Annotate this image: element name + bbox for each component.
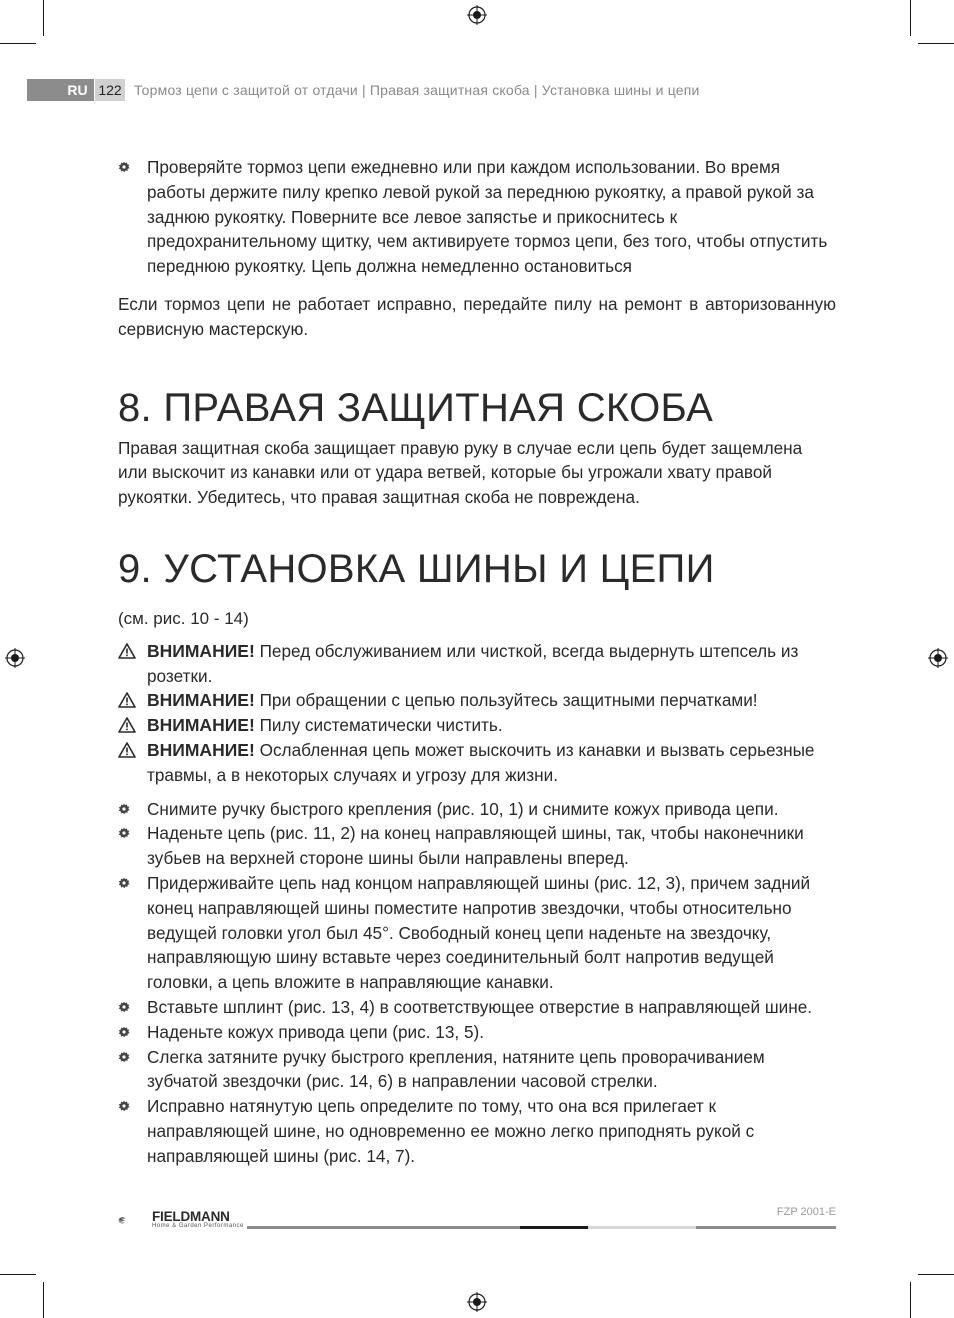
list-item: [118, 871, 836, 995]
list-item-text: Исправно натянутую цепь определите по тому, что она вся прилегает к направляющей шине, но одновременно ее можно легко приподнять рукой с направляющей шины (рис. 14, 7).: [147, 1096, 755, 1166]
warning-triangle-icon: [118, 742, 136, 758]
registration-mark-icon: [928, 648, 948, 668]
list-item-text: Проверяйте тормоз цепи ежедневно или при каждом использовании. Во время работы держите пилу крепко левой рукой за переднюю рукоятку, а правой рукой за заднюю рукоятку. Поверните все левое запястье и прикоснитесь к предохранительному щитку, чем активируете тормоз цепи, без того, чтобы отпустить переднюю рукоятку. Цепь должна немедленно остановиться: [147, 157, 828, 277]
warning-label: ВНИМАНИЕ!: [147, 739, 255, 760]
gear-bullet-icon: [118, 827, 130, 839]
fieldmann-leaf-logo-icon: [118, 1206, 152, 1234]
registration-mark-icon: [467, 5, 487, 25]
crop-mark: [918, 1274, 954, 1275]
paragraph: Если тормоз цепи не работает исправно, передайте пилу на ремонт в авторизованную сервисную мастерскую.: [118, 293, 836, 339]
warning-text: Пилу систематически чистить.: [259, 715, 503, 736]
warning-triangle-icon: [118, 717, 136, 733]
warning-triangle-icon: [118, 692, 136, 708]
warning-item: [118, 738, 836, 788]
gear-bullet-icon: [118, 803, 130, 815]
list-item: [118, 155, 836, 279]
list-item-text: Вставьте шплинт (рис. 13, 4) в соответствующее отверстие в направляющей шине.: [147, 996, 813, 1017]
header-accent-bar: [27, 79, 61, 101]
footer-rule: [588, 1226, 696, 1229]
warning-label: ВНИМАНИЕ!: [147, 640, 255, 661]
warning-list: [118, 639, 836, 788]
registration-mark-icon: [5, 648, 25, 668]
running-header-title: Тормоз цепи с защитой от отдачи | Правая защитная скоба | Установка шины и цепи: [134, 82, 700, 98]
gear-bullet-icon: [118, 1001, 130, 1013]
list-item-text: Наденьте цепь (рис. 11, 2) на конец направляющей шины, так, чтобы наконечники зубьев на верхней стороне шины были направлены вперед.: [147, 823, 804, 869]
warning-label: ВНИМАНИЕ!: [147, 715, 255, 736]
crop-mark: [0, 1274, 36, 1275]
list-item: [118, 1094, 836, 1168]
list-item-text: Придерживайте цепь над концом направляющей шины (рис. 12, 3), причем задний конец направляющей шины поместите напротив звездочки, чтобы относительно ведущей головки угол был 45°. Свободный конец цепи наденьте на звездочку, направляющую шину вставьте через соединительный болт напротив ведущей головки, а цепь вложите в направляющие канавки.: [147, 872, 811, 993]
crop-mark: [910, 0, 911, 36]
figure-reference: (см. рис. 10 - 14): [118, 608, 249, 628]
registration-mark-icon: [467, 1292, 487, 1312]
page-number: 122: [95, 79, 125, 101]
warning-item: [118, 713, 836, 738]
brand-tagline: Home & Garden Performance: [152, 1223, 244, 1229]
list-item-text: Снимите ручку быстрого крепления (рис. 10, 1) и снимите кожух привода цепи.: [147, 798, 779, 819]
list-item: [118, 1020, 836, 1045]
gear-bullet-icon: [118, 161, 130, 173]
warning-triangle-icon: [118, 643, 136, 659]
language-badge: RU: [61, 79, 94, 101]
list-item: [118, 821, 836, 871]
gear-bullet-icon: [118, 1026, 130, 1038]
footer-rule: [520, 1226, 588, 1229]
warning-item: [118, 688, 836, 713]
crop-mark: [0, 43, 36, 44]
section-heading: 8. ПРАВАЯ ЗАЩИТНАЯ СКОБА: [118, 385, 714, 430]
warning-text: При обращении с цепью пользуйтесь защитными перчатками!: [259, 690, 758, 711]
crop-mark: [43, 0, 44, 36]
warning-text: Перед обслуживанием или чисткой, всегда выдернуть штепсель из розетки.: [147, 640, 799, 686]
footer-rule: [696, 1226, 836, 1229]
paragraph: Правая защитная скоба защищает правую руку в случае если цепь будет защемлена или выскочит из канавки или от удара ветвей, которые бы угрожали хвату правой рукоятки. Убедитесь, что правая защитная скоба не повреждена.: [118, 437, 803, 508]
list-item-text: Наденьте кожух привода цепи (рис. 13, 5).: [147, 1021, 485, 1042]
footer-rule: [247, 1226, 520, 1229]
warning-label: ВНИМАНИЕ!: [147, 690, 255, 711]
crop-mark: [918, 43, 954, 44]
gear-bullet-icon: [118, 877, 130, 889]
section-heading: 9. УСТАНОВКА ШИНЫ И ЦЕПИ: [118, 546, 715, 591]
gear-bullet-icon: [118, 1051, 130, 1063]
crop-mark: [910, 1282, 911, 1318]
list-item: [118, 995, 836, 1020]
warning-text: Ослабленная цепь может выскочить из канавки и вызвать серьезные травмы, а в некоторых случаях и угрозу для жизни.: [147, 739, 815, 785]
brand-logo-text: FIELDMANN: [152, 1209, 230, 1224]
page-content: [118, 155, 836, 1169]
step-list: [118, 797, 836, 1169]
warning-item: [118, 639, 836, 689]
list-item-text: Слегка затяните ручку быстрого крепления, натяните цепь проворачиванием зубчатой звездочки (рис. 14, 6) в направлении часовой стрелки.: [147, 1046, 765, 1092]
list-item: [118, 797, 836, 822]
list-item: [118, 1045, 836, 1095]
gear-bullet-icon: [118, 1100, 130, 1112]
crop-mark: [43, 1282, 44, 1318]
model-number: FZP 2001-E: [776, 1206, 836, 1218]
